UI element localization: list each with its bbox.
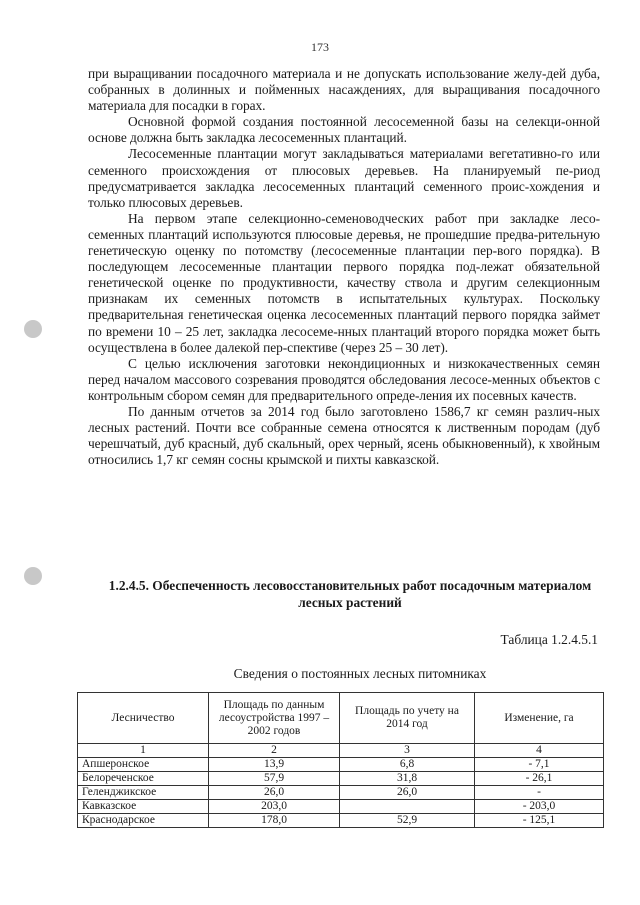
table-caption: Сведения о постоянных лесных питомниках	[233, 666, 487, 681]
cell-area-2014: 26,0	[340, 786, 475, 800]
table-row	[78, 800, 604, 814]
column-number-row	[78, 744, 604, 758]
header-area-survey: Площадь по данным лесоустройства 1997 – 2002 годов	[209, 693, 340, 744]
paragraph: По данным отчетов за 2014 год было заготовлено 1586,7 кг семян различ-ных лесных растений. Почти все собранные семена относятся к лиственным породам (дуб черешчатый, дуб красный, дуб скальный, орех черный, ясень обыкновенный), к хвойным относились 1,7 кг семян сосны крымской и пихты кавказской.	[88, 403, 600, 468]
table-row	[78, 772, 604, 786]
cell-area-2014: 52,9	[340, 814, 475, 828]
column-number: 2	[209, 744, 340, 758]
cell-forestry: Кавказское	[78, 800, 209, 814]
cell-area-survey: 178,0	[209, 814, 340, 828]
table-label: Таблица 1.2.4.5.1	[500, 632, 598, 647]
table-row	[78, 814, 604, 828]
cell-forestry: Апшеронское	[78, 758, 209, 772]
paragraph: Лесосеменные плантации могут закладываться материалами вегетативно-го или семенного происхождения от плюсовых деревьев. На планируемый пе-риод предусматривается закладка лесосеменных плантаций семенного проис-хождения и только плюсовых деревьев.	[88, 146, 600, 210]
paragraph: Основной формой создания постоянной лесосеменной базы на селекци-онной основе должна быть закладка лесосеменных плантаций.	[88, 114, 600, 146]
cell-area-2014	[340, 800, 475, 814]
cell-area-survey: 203,0	[209, 800, 340, 814]
cell-area-survey: 26,0	[209, 786, 340, 800]
cell-area-2014: 6,8	[340, 758, 475, 772]
cell-area-survey: 13,9	[209, 758, 340, 772]
nurseries-table	[77, 692, 604, 828]
cell-forestry: Геленджикское	[78, 786, 209, 800]
header-change: Изменение, га	[475, 693, 604, 744]
paragraph: На первом этапе селекционно-семеноводческих работ при закладке лесо-семенных плантаций используются плюсовые деревья, не прошедшие предва-рительную генетическую оценку по потомству (лесосеменные плантации пер-вого порядка). В последующем лесосеменные плантации первого порядка под-лежат обязательной генетической оценке по продуктивности, качеству ствола и другим селекционным признакам их семенных потомств в испытательных культурах. Поскольку предварительная генетическая оценка лесосеменных плантаций первого порядка займет по времени 10 – 25 лет, закладка лесосеме-нных плантаций второго порядка может быть осуществлена в более далекой пер-спективе (через 25 – 30 лет).	[88, 210, 600, 355]
column-number: 4	[475, 744, 604, 758]
cell-change: -	[475, 786, 604, 800]
section-heading: 1.2.4.5. Обеспеченность лесовосстановительных работ посадочным материалом лесных растений	[108, 578, 592, 610]
body-text	[88, 66, 600, 468]
table-header-row	[78, 693, 604, 744]
punch-hole-decoration	[24, 320, 42, 338]
header-forestry: Лесничество	[78, 693, 209, 744]
cell-area-survey: 57,9	[209, 772, 340, 786]
cell-change: - 203,0	[475, 800, 604, 814]
cell-change: - 7,1	[475, 758, 604, 772]
header-area-2014: Площадь по учету на 2014 год	[340, 693, 475, 744]
punch-hole-decoration	[24, 567, 42, 585]
table-row	[78, 758, 604, 772]
column-number: 1	[78, 744, 209, 758]
paragraph: С целью исключения заготовки некондиционных и низкокачественных семян перед началом массового созревания проводятся обследования лесосе-менных объектов с контрольным сбором семян для предварительного опреде-ления их посевных качеств.	[88, 355, 600, 403]
page-number: 173	[311, 40, 329, 54]
column-number: 3	[340, 744, 475, 758]
cell-forestry: Краснодарское	[78, 814, 209, 828]
cell-forestry: Белореченское	[78, 772, 209, 786]
cell-change: - 125,1	[475, 814, 604, 828]
cell-area-2014: 31,8	[340, 772, 475, 786]
cell-change: - 26,1	[475, 772, 604, 786]
table-row	[78, 786, 604, 800]
paragraph: при выращивании посадочного материала и не допускать использование желу-дей дуба, собранных в долинных и пойменных насаждениях, для выращивания посадочного материала для посадки в горах.	[88, 66, 600, 114]
